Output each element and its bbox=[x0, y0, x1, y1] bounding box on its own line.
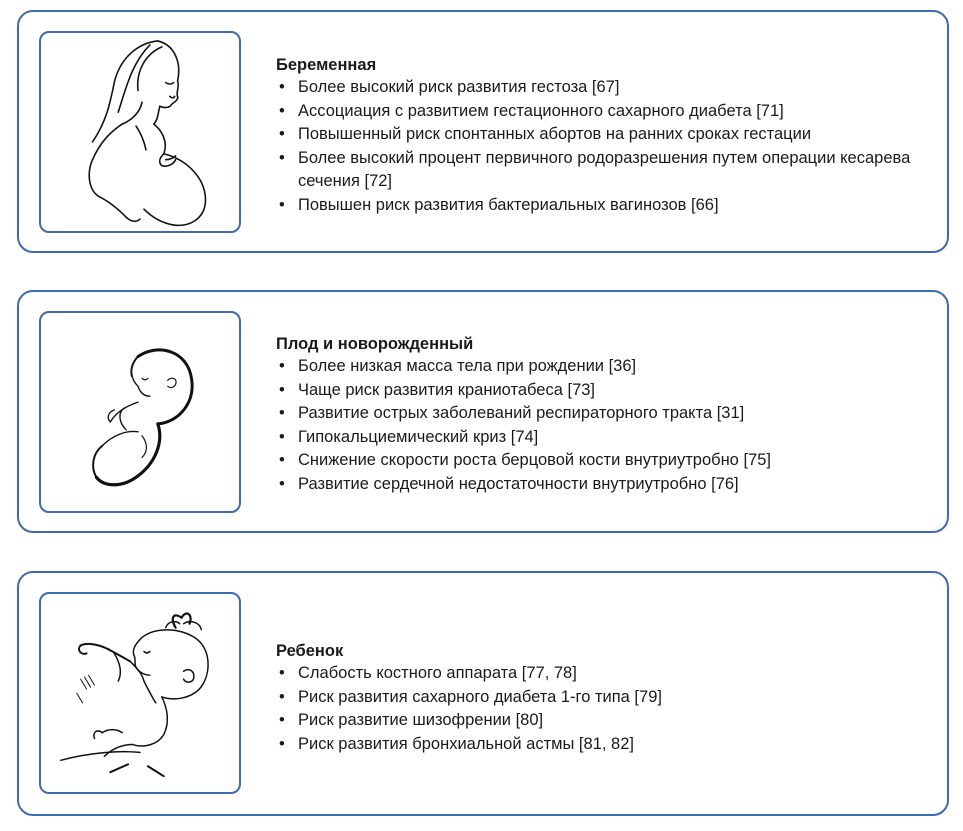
list-item bbox=[276, 76, 933, 100]
risk-list-pregnant bbox=[276, 76, 933, 217]
list-item-text: Риск развития бронхиальной астмы [81, 82] bbox=[298, 734, 634, 753]
list-item-text: Развитие сердечной недостаточности внутриутробно [76] bbox=[298, 474, 739, 493]
bullet: • bbox=[279, 451, 285, 469]
risk-list-child bbox=[276, 662, 933, 756]
list-item bbox=[276, 709, 933, 733]
list-item bbox=[276, 449, 933, 473]
bullet: • bbox=[279, 78, 285, 96]
risk-list-fetus bbox=[276, 355, 933, 496]
list-item-text: Ассоциация с развитием гестационного сахарного диабета [71] bbox=[298, 101, 784, 120]
bullet: • bbox=[279, 101, 285, 120]
bullet: • bbox=[279, 148, 285, 167]
list-item bbox=[276, 379, 933, 403]
section-text-child bbox=[276, 640, 933, 756]
bullet: • bbox=[279, 195, 285, 214]
bullet: • bbox=[279, 664, 285, 682]
bullet: • bbox=[279, 687, 285, 706]
list-item-text: Чаще риск развития краниотабеса [73] bbox=[298, 380, 596, 399]
list-item-text: Риск развитие шизофрении [80] bbox=[298, 711, 544, 729]
illustration-frame-fetus bbox=[39, 311, 241, 513]
bullet: • bbox=[279, 380, 285, 399]
section-text-pregnant bbox=[276, 54, 933, 217]
section-text-fetus bbox=[276, 333, 933, 496]
list-item-text: Более высокий риск развития гестоза [67] bbox=[298, 78, 620, 96]
bullet: • bbox=[279, 734, 285, 753]
list-item bbox=[276, 100, 933, 124]
list-item bbox=[276, 426, 933, 450]
bullet: • bbox=[279, 427, 285, 446]
panel-pregnant bbox=[17, 10, 949, 253]
illustration-frame-child bbox=[39, 592, 241, 794]
list-item bbox=[276, 355, 933, 379]
list-item-text: Снижение скорости роста берцовой кости внутриутробно [75] bbox=[298, 451, 771, 469]
bullet: • bbox=[279, 474, 285, 493]
pregnant-woman-drawing bbox=[41, 33, 239, 231]
bullet: • bbox=[279, 404, 285, 422]
list-item bbox=[276, 402, 933, 426]
panel-fetus bbox=[17, 290, 949, 533]
list-item bbox=[276, 147, 933, 194]
list-item-text: Риск развития сахарного диабета 1-го типа [79] bbox=[298, 687, 662, 706]
list-item bbox=[276, 686, 933, 710]
panel-child bbox=[17, 571, 949, 816]
bullet: • bbox=[279, 711, 285, 729]
list-item bbox=[276, 123, 933, 147]
list-item-text: Гипокальциемический криз [74] bbox=[298, 427, 539, 446]
section-heading-child: Ребенок bbox=[276, 642, 344, 660]
list-item-text: Слабость костного аппарата [77, 78] bbox=[298, 664, 577, 682]
list-item bbox=[276, 662, 933, 686]
list-item bbox=[276, 194, 933, 218]
list-item-text: Повышен риск развития бактериальных вагинозов [66] bbox=[298, 195, 719, 214]
list-item-text: Повышенный риск спонтанных абортов на ранних сроках гестации bbox=[298, 125, 812, 143]
section-heading-fetus: Плод и новорожденный bbox=[276, 335, 474, 353]
list-item-text: Развитие острых заболеваний респираторного тракта [31] bbox=[298, 404, 745, 422]
child-drawing bbox=[41, 594, 239, 792]
list-item bbox=[276, 733, 933, 757]
illustration-frame-pregnant bbox=[39, 31, 241, 233]
list-item bbox=[276, 473, 933, 497]
section-heading-pregnant: Беременная bbox=[276, 56, 377, 74]
list-item-text: Более низкая масса тела при рождении [36] bbox=[298, 357, 637, 375]
fetus-drawing bbox=[41, 313, 239, 511]
list-item-text: Более высокий процент первичного родоразрешения путем операции кесарева сечения [72] bbox=[298, 148, 911, 190]
bullet: • bbox=[279, 125, 285, 143]
bullet: • bbox=[279, 357, 285, 375]
